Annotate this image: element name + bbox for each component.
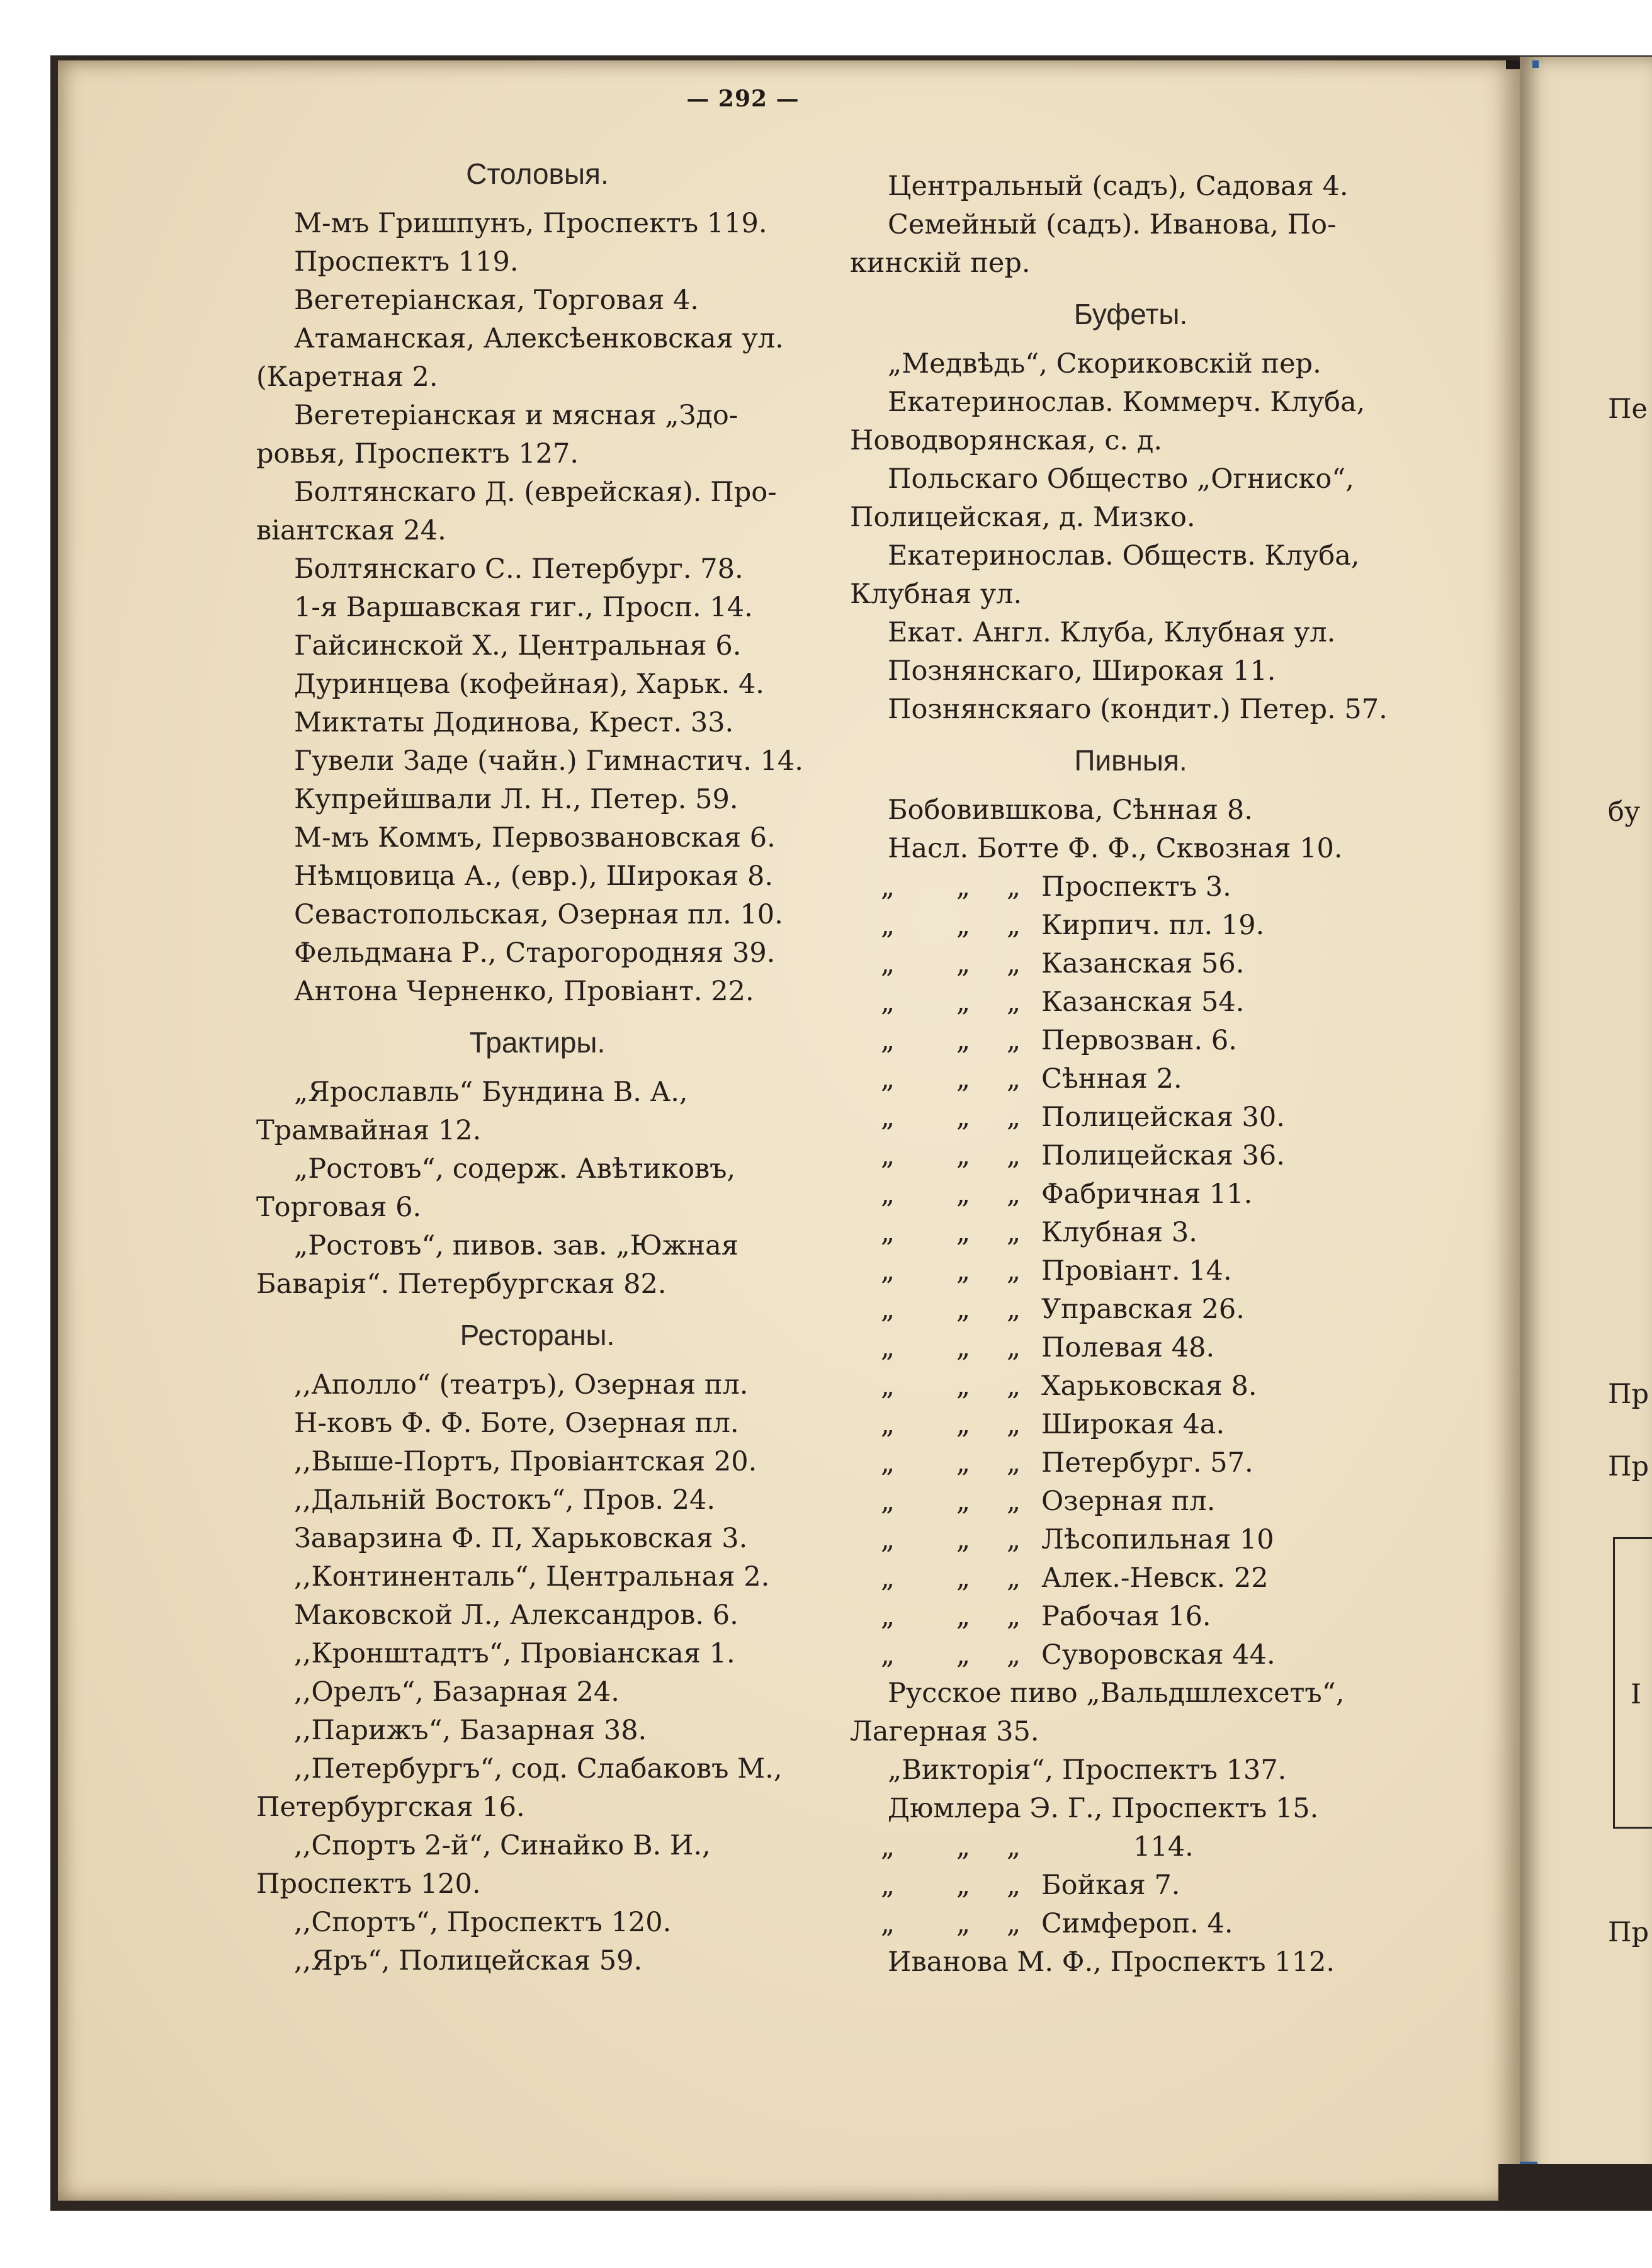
list-item: 1-я Варшавская гиг., Просп. 14.: [294, 592, 753, 623]
ditto-mark: „: [956, 1562, 971, 1594]
list-item: Миктаты Додинова, Крест. 33.: [294, 707, 734, 738]
list-item: Алек.-Невск. 22: [1041, 1562, 1269, 1594]
ditto-row: [850, 1290, 1412, 1329]
list-item: ,,Спортъ 2-й“, Синайко В. И.,: [294, 1830, 711, 1861]
ditto-row: [850, 1060, 1412, 1098]
list-item: Познянскяаго (кондит.) Петер. 57.: [888, 694, 1388, 725]
list-item: Первозван. 6.: [1041, 1025, 1237, 1056]
list-item: Петербургская 16.: [256, 1791, 525, 1823]
ditto-row: [850, 1444, 1412, 1482]
list-item: Полицейская 36.: [1041, 1140, 1285, 1171]
ditto-mark: „: [1006, 1294, 1021, 1325]
ditto-row: [850, 1559, 1412, 1598]
binding-bottom-edge: [1498, 2164, 1652, 2211]
list-item: віантская 24.: [256, 515, 446, 546]
list-item: Лѣсопильная 10: [1041, 1524, 1274, 1555]
ditto-mark: „: [956, 948, 971, 979]
list-item: Купрейшвали Л. Н., Петер. 59.: [294, 784, 738, 815]
ditto-mark: „: [880, 1447, 895, 1479]
list-item: Фельдмана Р., Старогородняя 39.: [294, 937, 776, 969]
ditto-mark: „: [1006, 1831, 1021, 1863]
next-page-fragment: Пр: [1608, 1917, 1649, 1948]
list-item: ,,Орелъ“, Базарная 24.: [294, 1676, 620, 1708]
list-item: ровья, Проспектъ 127.: [256, 438, 579, 470]
ditto-mark: „: [880, 1025, 895, 1056]
list-item: Симфероп. 4.: [1041, 1908, 1233, 1939]
ditto-mark: „: [880, 1562, 895, 1594]
list-item: Проспектъ 119.: [294, 246, 519, 278]
list-item: Фабричная 11.: [1041, 1178, 1253, 1210]
ditto-row: [850, 1406, 1412, 1444]
list-item: Полицейская 30.: [1041, 1102, 1285, 1133]
section-heading-restorany: Рестораны.: [460, 1319, 615, 1351]
list-item: Центральный (садъ), Садовая 4.: [888, 171, 1349, 202]
list-item: Казанская 56.: [1041, 948, 1245, 979]
ditto-mark: „: [956, 871, 971, 903]
list-item: Гувели Заде (чайн.) Гимнастич. 14.: [294, 745, 803, 777]
ditto-row: [850, 983, 1412, 1022]
ditto-mark: „: [1006, 1562, 1021, 1594]
list-item: Петербург. 57.: [1041, 1447, 1253, 1479]
list-item: Проспектъ 120.: [256, 1868, 481, 1900]
ditto-mark: „: [956, 1409, 971, 1440]
list-item: Лагерная 35.: [850, 1716, 1039, 1747]
left-column: [256, 136, 818, 1980]
ditto-mark: „: [880, 1332, 895, 1363]
ditto-mark: „: [956, 1025, 971, 1056]
list-item: ,,Кронштадтъ“, Провіанская 1.: [294, 1638, 735, 1669]
list-item: „Ростовъ“, содерж. Авѣтиковъ,: [294, 1153, 736, 1185]
ditto-mark: „: [880, 948, 895, 979]
list-item: Екатеринослав. Обществ. Клуба,: [888, 540, 1360, 572]
list-item: Харьковская 8.: [1041, 1370, 1257, 1402]
ditto-mark: „: [1006, 1870, 1021, 1901]
ditto-row: [850, 1098, 1412, 1137]
ditto-mark: „: [880, 1102, 895, 1133]
list-item: ,,Континенталь“, Центральная 2.: [294, 1561, 770, 1593]
ditto-row: [850, 1137, 1412, 1175]
ditto-mark: „: [956, 1447, 971, 1479]
ditto-mark: „: [880, 1140, 895, 1171]
list-item: Екат. Англ. Клуба, Клубная ул.: [888, 617, 1336, 648]
next-page-box-line: [1613, 1539, 1615, 1829]
ditto-row: [850, 945, 1412, 983]
section-heading-stolovye: Столовыя.: [466, 157, 609, 190]
list-item: Широкая 4а.: [1041, 1409, 1225, 1440]
ditto-mark: „: [956, 1178, 971, 1210]
next-page-fragment: I: [1631, 1679, 1641, 1710]
next-page-rule: [1613, 1827, 1652, 1829]
list-item: Полевая 48.: [1041, 1332, 1215, 1363]
ditto-mark: „: [956, 1255, 971, 1287]
ditto-mark: „: [1006, 1217, 1021, 1248]
ditto-mark: „: [880, 1063, 895, 1095]
list-item: Болтянскаго Д. (еврейская). Про-: [294, 477, 777, 508]
ditto-mark: „: [880, 1601, 895, 1632]
list-item: Новодворянская, с. д.: [850, 425, 1162, 456]
ditto-row: [850, 1367, 1412, 1406]
ditto-mark: „: [1006, 871, 1021, 903]
list-item: Русское пиво „Вальдшлехсетъ“,: [888, 1678, 1345, 1709]
list-item: Провіант. 14.: [1041, 1255, 1232, 1287]
list-item: Екатеринослав. Коммерч. Клуба,: [888, 386, 1366, 418]
list-item: Казанская 54.: [1041, 986, 1245, 1018]
ditto-mark: „: [1006, 1255, 1021, 1287]
ditto-mark: „: [880, 1255, 895, 1287]
ditto-mark: „: [1006, 1370, 1021, 1402]
next-page-fragment: Пр: [1608, 1451, 1649, 1482]
list-item: 114.: [1133, 1831, 1194, 1863]
list-item: Антона Черненко, Провіант. 22.: [294, 976, 754, 1007]
ditto-mark: „: [880, 1409, 895, 1440]
ditto-mark: „: [1006, 986, 1021, 1018]
ditto-mark: „: [956, 1140, 971, 1171]
list-item: Нѣмцовица А., (евр.), Широкая 8.: [294, 860, 774, 892]
ditto-mark: „: [1006, 910, 1021, 941]
ditto-mark: „: [1006, 1332, 1021, 1363]
list-item: М-мъ Гришпунъ, Проспектъ 119.: [294, 208, 767, 239]
ditto-row: [850, 1482, 1412, 1521]
ditto-mark: „: [880, 1370, 895, 1402]
ditto-mark: „: [880, 871, 895, 903]
page-number: — 292 —: [686, 86, 800, 112]
ditto-mark: „: [956, 1332, 971, 1363]
list-item: Иванова М. Ф., Проспектъ 112.: [888, 1946, 1335, 1978]
list-item: ,,Дальній Востокъ“, Пров. 24.: [294, 1484, 716, 1516]
list-item: Управская 26.: [1041, 1294, 1245, 1325]
ditto-mark: „: [880, 1217, 895, 1248]
ditto-mark: „: [956, 1486, 971, 1517]
next-page-edge: [1520, 57, 1652, 2203]
ditto-mark: „: [956, 1063, 971, 1095]
ditto-mark: „: [1006, 1524, 1021, 1555]
right-column: [850, 136, 1412, 1982]
ditto-row: [850, 1828, 1412, 1866]
ditto-mark: „: [956, 1102, 971, 1133]
list-item: М-мъ Коммъ, Первозвановская 6.: [294, 822, 776, 854]
ditto-mark: „: [880, 1639, 895, 1671]
list-item: кинскій пер.: [850, 247, 1031, 279]
ditto-row: [850, 906, 1412, 945]
list-item: Дуринцева (кофейная), Харьк. 4.: [294, 669, 764, 700]
ditto-mark: „: [1006, 1102, 1021, 1133]
ditto-mark: „: [956, 910, 971, 941]
list-item: Заварзина Ф. П, Харьковская 3.: [294, 1523, 748, 1554]
ditto-mark: „: [880, 1178, 895, 1210]
ditto-mark: „: [956, 1217, 971, 1248]
ditto-mark: „: [956, 1294, 971, 1325]
next-page-fragment: Пр: [1608, 1379, 1649, 1410]
ditto-mark: „: [880, 1831, 895, 1863]
ditto-row: [850, 1905, 1412, 1943]
section-heading-pivnye: Пивныя.: [1074, 744, 1187, 777]
ditto-mark: „: [1006, 1447, 1021, 1479]
ditto-mark: „: [1006, 1178, 1021, 1210]
list-item: Сѣнная 2.: [1041, 1063, 1182, 1095]
ditto-row: [850, 1214, 1412, 1252]
section-heading-bufety: Буфеты.: [1073, 298, 1188, 330]
list-item: Клубная ул.: [850, 578, 1022, 610]
ditto-mark: „: [956, 1601, 971, 1632]
ditto-mark: „: [1006, 1639, 1021, 1671]
ditto-mark: „: [956, 1639, 971, 1671]
ditto-row: [850, 1175, 1412, 1214]
ditto-row: [850, 1598, 1412, 1636]
ditto-mark: „: [1006, 1063, 1021, 1095]
ditto-mark: „: [880, 1524, 895, 1555]
ditto-mark: „: [956, 1870, 971, 1901]
ditto-row: [850, 868, 1412, 906]
ditto-mark: „: [1006, 1409, 1021, 1440]
list-item: „Медвѣдь“, Скориковскій пер.: [888, 348, 1321, 380]
ditto-mark: „: [1006, 1486, 1021, 1517]
ditto-mark: „: [880, 1908, 895, 1939]
section-heading-traktiry: Трактиры.: [469, 1026, 606, 1059]
list-item: Дюмлера Э. Г., Проспектъ 15.: [888, 1793, 1319, 1824]
list-item: Вегетеріанская, Торговая 4.: [294, 285, 699, 316]
list-item: Трамвайная 12.: [256, 1115, 482, 1146]
list-item: Познянскаго, Широкая 11.: [888, 655, 1276, 687]
list-item: Н-ковъ Ф. Ф. Боте, Озерная пл.: [294, 1408, 739, 1439]
ditto-row: [850, 1022, 1412, 1060]
next-page-rule: [1613, 1537, 1652, 1539]
ditto-row: [850, 1329, 1412, 1367]
list-item: Насл. Ботте Ф. Ф., Сквозная 10.: [888, 833, 1343, 864]
list-item: Полицейская, д. Мизко.: [850, 502, 1196, 533]
list-item: „Ярославль“ Бундина В. А.,: [294, 1076, 688, 1108]
list-item: (Каретная 2.: [256, 361, 438, 393]
list-item: Польскаго Общество „Огниско“,: [888, 463, 1354, 495]
list-item: Торговая 6.: [256, 1192, 422, 1223]
list-item: Проспектъ 3.: [1041, 871, 1231, 903]
list-item: Бобовившкова, Сѣнная 8.: [888, 794, 1253, 826]
next-page-fragment: бу: [1608, 796, 1641, 828]
ditto-mark: „: [1006, 948, 1021, 979]
ditto-row: [850, 1636, 1412, 1674]
list-item: Бойкая 7.: [1041, 1870, 1180, 1901]
list-item: ,,Парижъ“, Базарная 38.: [294, 1715, 647, 1746]
ditto-mark: „: [956, 1831, 971, 1863]
list-item: Клубная 3.: [1041, 1217, 1197, 1248]
ditto-row: [850, 1521, 1412, 1559]
list-item: ,,Спортъ“, Проспектъ 120.: [294, 1907, 672, 1938]
list-item: ,,Выше-Портъ, Провіантская 20.: [294, 1446, 757, 1477]
ditto-list: [850, 1828, 1412, 1943]
list-item: Гайсинской Х., Центральная 6.: [294, 630, 742, 662]
next-page-fragment: Пе: [1608, 393, 1648, 425]
ditto-list: [850, 868, 1412, 1674]
ditto-mark: „: [956, 1524, 971, 1555]
ditto-row: [850, 1866, 1412, 1905]
list-item: Рабочая 16.: [1041, 1601, 1211, 1632]
list-item: ,,Аполло“ (театръ), Озерная пл.: [294, 1369, 749, 1401]
ditto-mark: „: [1006, 1140, 1021, 1171]
ditto-mark: „: [1006, 1908, 1021, 1939]
ditto-mark: „: [956, 1908, 971, 1939]
list-item: Баварія“. Петербургская 82.: [256, 1268, 667, 1300]
blue-ink-mark: [1532, 60, 1539, 68]
list-item: Вегетеріанская и мясная „Здо-: [294, 400, 738, 431]
ditto-mark: „: [956, 1370, 971, 1402]
list-item: Озерная пл.: [1041, 1486, 1216, 1517]
list-item: „Ростовъ“, пивов. зав. „Южная: [294, 1230, 738, 1261]
list-item: Болтянскаго С.. Петербург. 78.: [294, 553, 744, 585]
list-item: Атаманская, Алексѣенковская ул.: [294, 323, 784, 354]
ditto-mark: „: [1006, 1025, 1021, 1056]
list-item: ,,Яръ“, Полицейская 59.: [294, 1945, 643, 1977]
ditto-row: [850, 1252, 1412, 1290]
list-item: Семейный (садъ). Иванова, По-: [888, 209, 1337, 240]
list-item: „Викторія“, Проспектъ 137.: [888, 1754, 1287, 1786]
list-item: Севастопольская, Озерная пл. 10.: [294, 899, 783, 930]
list-item: Кирпич. пл. 19.: [1041, 910, 1265, 941]
ditto-mark: „: [956, 986, 971, 1018]
list-item: Суворовская 44.: [1041, 1639, 1276, 1671]
ditto-mark: „: [880, 1294, 895, 1325]
list-item: Маковской Л., Александров. 6.: [294, 1599, 738, 1631]
ditto-mark: „: [880, 1870, 895, 1901]
ditto-mark: „: [880, 986, 895, 1018]
list-item: ,,Петербургъ“, сод. Слабаковъ М.,: [294, 1753, 783, 1785]
ditto-mark: „: [880, 1486, 895, 1517]
ditto-mark: „: [880, 910, 895, 941]
ditto-mark: „: [1006, 1601, 1021, 1632]
